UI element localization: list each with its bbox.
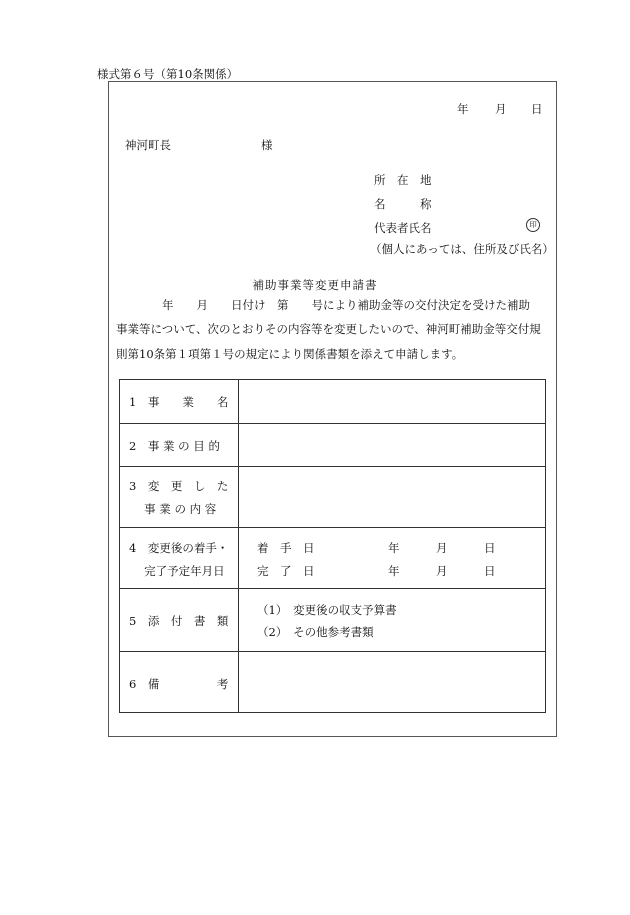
- applicant-location-label: 所 在 地: [374, 173, 432, 187]
- addressee-honorific: 様: [261, 138, 273, 152]
- applicant-name-label: 名 称: [374, 197, 432, 211]
- table-row-changed-content: [120, 466, 545, 527]
- table-row-project-name: [120, 380, 545, 423]
- table-row-purpose: [120, 423, 545, 466]
- date-year-label: 年: [457, 102, 469, 116]
- row-label: 5 添 付 書 類: [129, 614, 229, 628]
- end-month-label: 月: [436, 564, 448, 578]
- addressee-name: 神河町長: [125, 138, 171, 152]
- table-row-attachments: [120, 588, 545, 651]
- row-label-line-2: 事 業 の 内 容: [129, 502, 217, 516]
- application-table: [119, 379, 546, 713]
- body-line-3: 則第10条第１項第１号の規定により関係書類を添えて申請します。: [116, 347, 464, 361]
- date-day-label: 日: [531, 102, 543, 116]
- attachment-item-2: （2） その他参考書類: [257, 625, 374, 639]
- applicant-representative-label: 代表者氏名: [374, 221, 432, 235]
- seal-icon: 印: [526, 218, 540, 232]
- end-day-label: 日: [484, 564, 496, 578]
- attachment-item-1: （1） 変更後の収支予算書: [257, 603, 397, 617]
- body-line-2: 事業等について、次のとおりその内容等を変更したいので、神河町補助金等交付規: [116, 322, 541, 336]
- start-month-label: 月: [436, 541, 448, 555]
- row-label-line-1: 3 変 更 し た: [129, 479, 229, 493]
- row-label-line-1: 4 変更後の着手・: [129, 541, 229, 555]
- end-date-label: 完 了 日: [257, 564, 315, 578]
- row-label: 6 備 考: [129, 677, 229, 691]
- start-date-label: 着 手 日: [257, 541, 315, 555]
- date-month-label: 月: [495, 102, 507, 116]
- body-line-1: 年 月 日付け 第 号により補助金等の交付決定を受けた補助: [116, 298, 530, 312]
- applicant-note: （個人にあっては、住所及び氏名）: [370, 242, 554, 256]
- table-row-remarks: [120, 651, 545, 714]
- document-title: 補助事業等変更申請書: [252, 278, 378, 292]
- row-label: 1 事 業 名: [129, 395, 229, 409]
- end-year-label: 年: [388, 564, 400, 578]
- table-row-schedule: [120, 527, 545, 588]
- row-label: 2 事 業 の 目 的: [129, 439, 220, 453]
- form-number-label: 様式第６号（第10条関係）: [97, 67, 239, 81]
- start-year-label: 年: [388, 541, 400, 555]
- row-label-line-2: 完了予定年月日: [129, 564, 225, 578]
- start-day-label: 日: [484, 541, 496, 555]
